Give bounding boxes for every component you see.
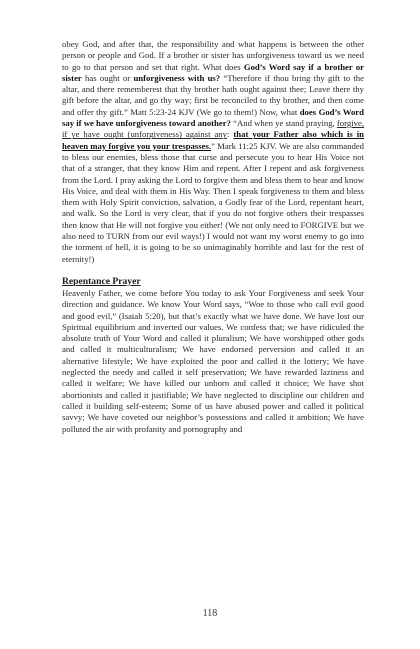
text-run: has ought or bbox=[81, 72, 134, 83]
text-run: that your Father also which is in heaven may forgive you your trespasses. bbox=[62, 129, 365, 151]
text-run: unforgiveness with us? bbox=[133, 72, 221, 83]
text-run: God’s Word say if a brother or sister bbox=[62, 61, 364, 83]
page-number: 118 bbox=[202, 608, 218, 619]
text-run: Heavenly Father, we come before You today to ask Your Forgiveness and seek Your direction and guidance. We know Your Word says, “Woe to those who call evil good and good evil,” (Isaiah 5:20), but that’s exactly what we have done. We have lost our Spiritual equilibrium and inverted our values. We confess that; we have ridiculed the absolute truth of Your Word and called it pluralism; We have worshipped other gods and called it multiculturalism; We have endorsed perversion and called it an alternative lifestyle; We have exploited the poor and called it the lottery; We have neglected the needy and called it self preservation; We have rewarded laziness and called it welfare; We have killed our unborn and called it choice; We have shot abortionists and called it justifiable; We have neglected to discipline our children and called it building self-esteem; Some of us have abused power and called it political savvy; We have coveted our neighbor’s possessions and called it ambition; We have polluted the air with profanity and pornography and bbox=[62, 287, 364, 434]
text-run: : bbox=[227, 129, 234, 140]
text-run: “And when ye stand praying, bbox=[230, 118, 337, 129]
section-heading: Repentance Prayer bbox=[62, 275, 141, 287]
text-run: does God’s Word say if we have unforgiveness toward another? bbox=[62, 106, 364, 129]
body-paragraph bbox=[62, 39, 364, 265]
page-body bbox=[62, 39, 364, 435]
text-run: “Therefore if thou bring thy gift to the altar, and there rememberest that thy brother hath ought against thee; Leave there thy gift before the altar, and go thy way; first be reconciled to thy brother, and then come and offer thy gift.” Matt 5:23-24 KJV (We go to them!) Now, what bbox=[62, 72, 364, 117]
text-run: obey God, and after that, the responsibility and what happens is between the other person or people and God. If a brother or sister has unforgiveness toward us we need to go to that person and set that right. What does bbox=[62, 39, 364, 72]
text-run: ” Mark 11:25 KJV. We are also commanded to bless our enemies, bless those that curse and persecute you to hear His Voice not that of a stranger, that they know Him and repent. After I repent and ask forgiveness from the Lord. I pray asking the Lord to forgive them and bless them to hear and know His Voice, and deal with them in His Way. Then I speak forgiveness to them and bless them with Holy Spirit conviction, salvation, a Godly fear of the Lord, repentant heart, and walk. So the Lord is very clear, that if you do not forgive others their trespasses then know that He will not forgive you either! (We not only need to FORGIVE but we also need to TURN from our evil ways!) I would not want my worst enemy to go into the torment of hell, it is going to be so unimaginably horrible and last for the rest of eternity!) bbox=[62, 140, 364, 264]
text-run: forgive, if ye have ought (unforgiveness) against any bbox=[62, 118, 364, 140]
prayer-paragraph bbox=[62, 288, 364, 435]
